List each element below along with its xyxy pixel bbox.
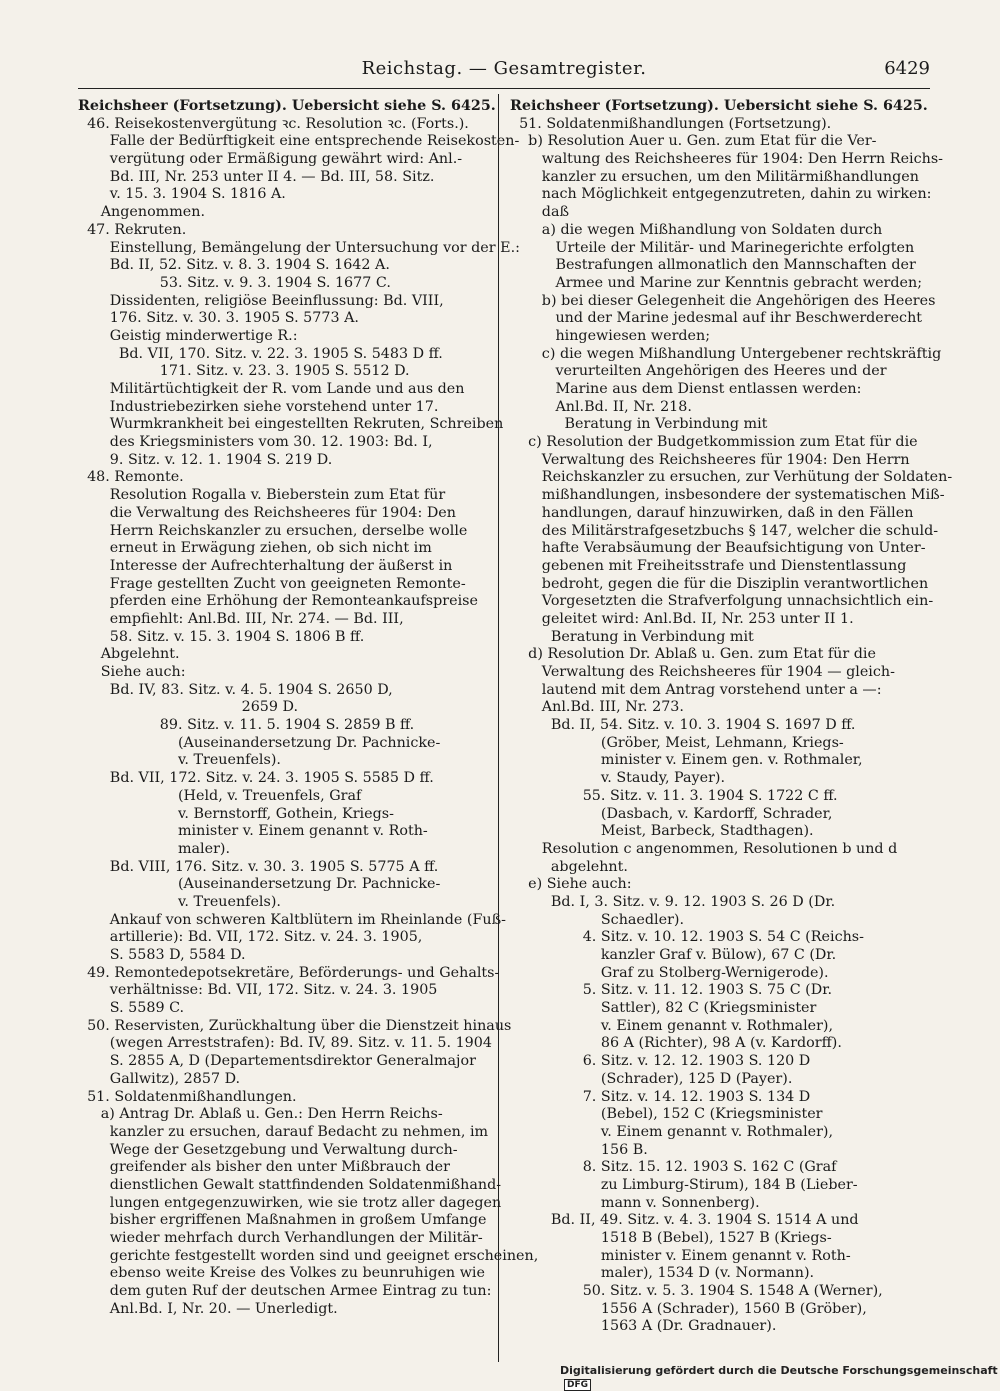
index-line: 53. Sitz. v. 9. 3. 1904 S. 1677 C. [78, 274, 391, 291]
index-line: 49. Remontedepotsekretäre, Beförderungs- und Gehalts- [78, 964, 500, 981]
column-divider [498, 94, 499, 1362]
index-line: Wege der Gesetzgebung und Verwaltung durch- [78, 1141, 458, 1158]
index-line: nach Möglichkeit entgegenzutreten, dahin zu wirken: [510, 186, 932, 203]
index-line: Vorgesetzten die Strafverfolgung unnachsichtlich ein- [510, 593, 934, 610]
index-line: Siehe auch: [78, 664, 186, 680]
index-line: 4. Sitz. v. 10. 12. 1903 S. 54 C (Reichs- [510, 929, 864, 946]
index-line: (Held, v. Treuenfels, Graf [78, 787, 362, 804]
index-line: zu Limburg-Stirum), 184 B (Lieber- [510, 1176, 858, 1193]
index-line: v. Treuenfels). [78, 893, 281, 910]
index-line: kanzler Graf v. Bülow), 67 C (Dr. [510, 947, 837, 963]
index-line: Einstellung, Bemängelung der Untersuchung vor der E.: [78, 239, 520, 256]
index-line: v. Einem genannt v. Rothmaler), [510, 1123, 834, 1140]
index-line: Militärtüchtigkeit der R. vom Lande und aus den [78, 381, 465, 397]
index-line: Reichskanzler zu ersuchen, zur Verhütung der Soldaten- [510, 469, 953, 486]
index-line: 9. Sitz. v. 12. 1. 1904 S. 219 D. [78, 451, 333, 468]
index-line: pferden eine Erhöhung der Remonteankaufspreise [78, 593, 478, 610]
index-line: Angenommen. [78, 204, 206, 221]
index-line: Reichsheer (Fortsetzung). Uebersicht siehe S. 6425. [78, 98, 496, 114]
index-line: 47. Rekruten. [78, 221, 187, 238]
index-line: v. Treuenfels). [78, 752, 281, 769]
index-line: Bd. VII, 172. Sitz. v. 24. 3. 1905 S. 5585 D ff. [78, 770, 434, 787]
dfg-logo: DFG [564, 1379, 591, 1391]
index-line: Bd. VII, 170. Sitz. v. 22. 3. 1905 S. 5483 D ff. [78, 345, 443, 362]
index-line: 50. Reservisten, Zurückhaltung über die Dienstzeit hinaus [78, 1017, 512, 1034]
index-line: Reichsheer (Fortsetzung). Uebersicht siehe S. 6425. [510, 98, 928, 114]
index-line: wieder mehrfach durch Verhandlungen der Militär- [78, 1230, 483, 1246]
index-line: 171. Sitz. v. 23. 3. 1905 S. 5512 D. [78, 363, 410, 380]
index-line: und der Marine jedesmal auf ihr Beschwerderecht [510, 310, 923, 327]
index-line: e) Siehe auch: [510, 876, 632, 893]
index-line: Ankauf von schweren Kaltblütern im Rheinlande (Fuß- [78, 911, 506, 928]
index-line: 51. Soldatenmißhandlungen (Fortsetzung). [510, 115, 832, 132]
index-line: Interesse der Aufrechterhaltung der äußerst in [78, 557, 453, 574]
register-page [78, 50, 953, 1360]
index-line: 86 A (Richter), 98 A (v. Kardorff). [510, 1035, 842, 1052]
index-line: 2659 D. [78, 699, 299, 716]
index-line: die Verwaltung des Reichsheeres für 1904: Den [78, 504, 456, 521]
index-line: Bd. II, 54. Sitz. v. 10. 3. 1904 S. 1697 D ff. [510, 717, 856, 734]
index-line: minister v. Einem genannt v. Roth- [78, 823, 428, 840]
index-line: artillerie): Bd. VII, 172. Sitz. v. 24. 3. 1905, [78, 929, 423, 946]
index-line: erneut in Erwägung ziehen, ob sich nicht im [78, 540, 432, 557]
index-line: 48. Remonte. [78, 469, 184, 486]
index-line: Resolution Rogalla v. Bieberstein zum Etat für [78, 487, 446, 504]
index-line: a) Antrag Dr. Ablaß u. Gen.: Den Herrn Reichs- [78, 1106, 443, 1123]
index-line: Urteile der Militär- und Marinegerichte erfolgten [510, 239, 915, 256]
index-line: 8. Sitz. 15. 12. 1903 S. 162 C (Graf [510, 1159, 837, 1176]
index-line: verurteilten Angehörigen des Heeres und der [510, 363, 887, 380]
index-line: Anl.Bd. III, Nr. 273. [510, 699, 684, 716]
index-line: kanzler zu ersuchen, um den Militärmißhandlungen [510, 168, 919, 185]
index-line: c) Resolution der Budgetkommission zum Etat für die [510, 434, 918, 451]
index-line: a) die wegen Mißhandlung von Soldaten durch [510, 221, 883, 238]
index-line: Meist, Barbeck, Stadthagen). [510, 823, 814, 840]
index-line: (Dasbach, v. Kardorff, Schrader, [510, 805, 833, 822]
index-line: 58. Sitz. v. 15. 3. 1904 S. 1806 B ff. [78, 628, 365, 645]
index-line: mißhandlungen, insbesondere der systematischen Miß- [510, 487, 945, 504]
index-line: kanzler zu ersuchen, darauf Bedacht zu nehmen, im [78, 1123, 489, 1140]
header-rule [78, 88, 930, 89]
index-line: S. 5589 C. [78, 1000, 185, 1017]
index-line: Falle der Bedürftigkeit eine entsprechende Reisekosten- [78, 133, 520, 150]
index-line: ebenso weite Kreise des Volkes zu beunruhigen wie [78, 1265, 485, 1282]
index-line: hafte Verabsäumung der Beaufsichtigung von Unter- [510, 540, 926, 557]
index-line: 1563 A (Dr. Gradnauer). [510, 1318, 777, 1335]
index-line: Gallwitz), 2857 D. [78, 1070, 241, 1087]
index-line: 1556 A (Schrader), 1560 B (Gröber), [510, 1300, 867, 1317]
index-line: v. Bernstorff, Gothein, Kriegs- [78, 805, 394, 822]
index-line: Schaedler). [510, 911, 685, 928]
index-line: Herrn Reichskanzler zu ersuchen, derselbe wolle [78, 522, 468, 539]
index-line: empfiehlt: Anl.Bd. III, Nr. 274. — Bd. III, [78, 610, 404, 627]
index-line: geleitet wird: Anl.Bd. II, Nr. 253 unter II 1. [510, 610, 854, 627]
index-line: 50. Sitz. v. 5. 3. 1904 S. 1548 A (Werner), [510, 1283, 883, 1300]
index-line: bedroht, gegen die für die Disziplin verantwortlichen [510, 575, 929, 592]
index-line: (Gröber, Meist, Lehmann, Kriegs- [510, 734, 844, 751]
index-line: Bd. VIII, 176. Sitz. v. 30. 3. 1905 S. 5775 A ff. [78, 858, 439, 875]
index-line: S. 2855 A, D (Departementsdirektor Generalmajor [78, 1053, 476, 1070]
index-line: abgelehnt. [510, 858, 628, 875]
index-line: vergütung oder Ermäßigung gewährt wird: Anl.- [78, 151, 463, 168]
index-line: daß [510, 204, 570, 221]
index-line: gebenen mit Freiheitsstrafe und Dienstentlassung [510, 557, 907, 574]
index-line: (Schrader), 125 D (Payer). [510, 1070, 793, 1087]
index-line: des Kriegsministers vom 30. 12. 1903: Bd. I, [78, 434, 433, 451]
index-line: 46. Reisekostenvergütung ꝛc. Resolution ꝛc. (Forts.). [78, 115, 469, 132]
index-line: Bestrafungen allmonatlich den Mannschaften der [510, 257, 916, 274]
index-line: Anl.Bd. II, Nr. 218. [510, 398, 692, 415]
footer-text: Digitalisierung gefördert durch die Deutsche Forschungsgemeinschaft [560, 1364, 998, 1377]
index-line: Dissidenten, religiöse Beeinflussung: Bd. VIII, [78, 292, 444, 309]
index-line: 176. Sitz. v. 30. 3. 1905 S. 5773 A. [78, 310, 359, 327]
header-title: Reichstag. — Gesamtregister. [361, 58, 647, 79]
index-line: Sattler), 82 C (Kriegsminister [510, 1000, 817, 1017]
index-line: (Auseinandersetzung Dr. Pachnicke- [78, 876, 441, 893]
index-line: maler). [78, 840, 231, 857]
index-line: verhältnisse: Bd. VII, 172. Sitz. v. 24. 3. 1905 [78, 982, 438, 999]
index-line: b) Resolution Auer u. Gen. zum Etat für die Ver- [510, 133, 877, 150]
index-line: Frage gestellten Zucht von geeigneten Remonte- [78, 575, 466, 592]
index-line: Abgelehnt. [78, 646, 180, 663]
index-line: Industriebezirken siehe vorstehend unter 17. [78, 398, 439, 415]
right-column [510, 98, 953, 1336]
index-line: Beratung in Verbindung mit [510, 416, 768, 433]
index-line: bisher ergriffenen Maßnahmen in großem Umfange [78, 1212, 487, 1229]
index-line: waltung des Reichsheeres für 1904: Den Herrn Reichs- [510, 151, 943, 168]
index-line: Bd. I, 3. Sitz. v. 9. 12. 1903 S. 26 D (Dr. [510, 893, 836, 910]
index-line: Anl.Bd. I, Nr. 20. — Unerledigt. [78, 1300, 338, 1317]
index-line: c) die wegen Mißhandlung Untergebener rechtskräftig [510, 345, 942, 362]
running-header [78, 58, 930, 84]
index-line: lungen entgegenzuwirken, wie sie trotz aller dagegen [78, 1194, 502, 1211]
index-line: v. Staudy, Payer). [510, 770, 726, 787]
index-line: (Auseinandersetzung Dr. Pachnicke- [78, 734, 441, 751]
index-line: handlungen, darauf hinzuwirken, daß in den Fällen [510, 504, 914, 521]
index-line: 156 B. [510, 1141, 648, 1158]
index-line: Beratung in Verbindung mit [510, 628, 754, 645]
index-line: minister v. Einem genannt v. Roth- [510, 1247, 851, 1264]
index-line: Armee und Marine zur Kenntnis gebracht werden; [510, 274, 923, 291]
index-line: lautend mit dem Antrag vorstehend unter a —: [510, 681, 882, 698]
index-line: greifender als bisher den unter Mißbrauch der [78, 1159, 450, 1176]
index-line: Bd. IV, 83. Sitz. v. 4. 5. 1904 S. 2650 D, [78, 681, 393, 698]
index-line: 55. Sitz. v. 11. 3. 1904 S. 1722 C ff. [510, 787, 838, 804]
index-line: 6. Sitz. v. 12. 12. 1903 S. 120 D [510, 1053, 811, 1070]
index-line: Bd. II, 52. Sitz. v. 8. 3. 1904 S. 1642 A. [78, 257, 390, 274]
index-line: hingewiesen werden; [510, 327, 711, 344]
index-line: Geistig minderwertige R.: [78, 327, 298, 344]
index-line: Marine aus dem Dienst entlassen werden: [510, 381, 862, 397]
index-line: des Militärstrafgesetzbuchs § 147, welcher die schuld- [510, 522, 939, 539]
page-number: 6429 [884, 58, 930, 79]
index-line: b) bei dieser Gelegenheit die Angehörigen des Heeres [510, 292, 936, 309]
index-line: Resolution c angenommen, Resolutionen b und d [510, 840, 898, 857]
index-line: minister v. Einem gen. v. Rothmaler, [510, 752, 863, 769]
index-line: v. 15. 3. 1904 S. 1816 A. [78, 186, 286, 203]
index-line: 89. Sitz. v. 11. 5. 1904 S. 2859 B ff. [78, 717, 415, 734]
index-line: Bd. III, Nr. 253 unter II 4. — Bd. III, 58. Sitz. [78, 168, 435, 185]
index-line: gerichte festgestellt worden sind und geeignet erscheinen, [78, 1247, 539, 1264]
index-line: (wegen Arreststrafen): Bd. IV, 89. Sitz. v. 11. 5. 1904 [78, 1035, 492, 1052]
index-line: Verwaltung des Reichsheeres für 1904: Den Herrn [510, 451, 910, 468]
footer-credit [560, 1364, 1000, 1391]
left-column [78, 98, 539, 1318]
index-line: S. 5583 D, 5584 D. [78, 947, 246, 963]
index-line: 5. Sitz. v. 11. 12. 1903 S. 75 C (Dr. [510, 982, 833, 999]
index-line: 1518 B (Bebel), 1527 B (Kriegs- [510, 1230, 832, 1246]
index-line: Graf zu Stolberg-Wernigerode). [510, 964, 829, 981]
index-line: mann v. Sonnenberg). [510, 1194, 760, 1211]
index-line: Bd. II, 49. Sitz. v. 4. 3. 1904 S. 1514 A und [510, 1212, 859, 1229]
index-line: Verwaltung des Reichsheeres für 1904 — gleich- [510, 664, 895, 680]
index-line: dem guten Ruf der deutschen Armee Eintrag zu tun: [78, 1283, 492, 1300]
index-line: d) Resolution Dr. Ablaß u. Gen. zum Etat für die [510, 646, 876, 663]
index-line: Wurmkrankheit bei eingestellten Rekruten, Schreiben [78, 416, 504, 433]
index-line: 51. Soldatenmißhandlungen. [78, 1088, 297, 1105]
index-line: maler), 1534 D (v. Normann). [510, 1265, 815, 1282]
index-line: dienstlichen Gewalt stattfindenden Soldatenmißhand- [78, 1176, 502, 1193]
index-line: (Bebel), 152 C (Kriegsminister [510, 1106, 823, 1123]
index-line: 7. Sitz. v. 14. 12. 1903 S. 134 D [510, 1088, 811, 1105]
index-line: v. Einem genannt v. Rothmaler), [510, 1017, 834, 1034]
